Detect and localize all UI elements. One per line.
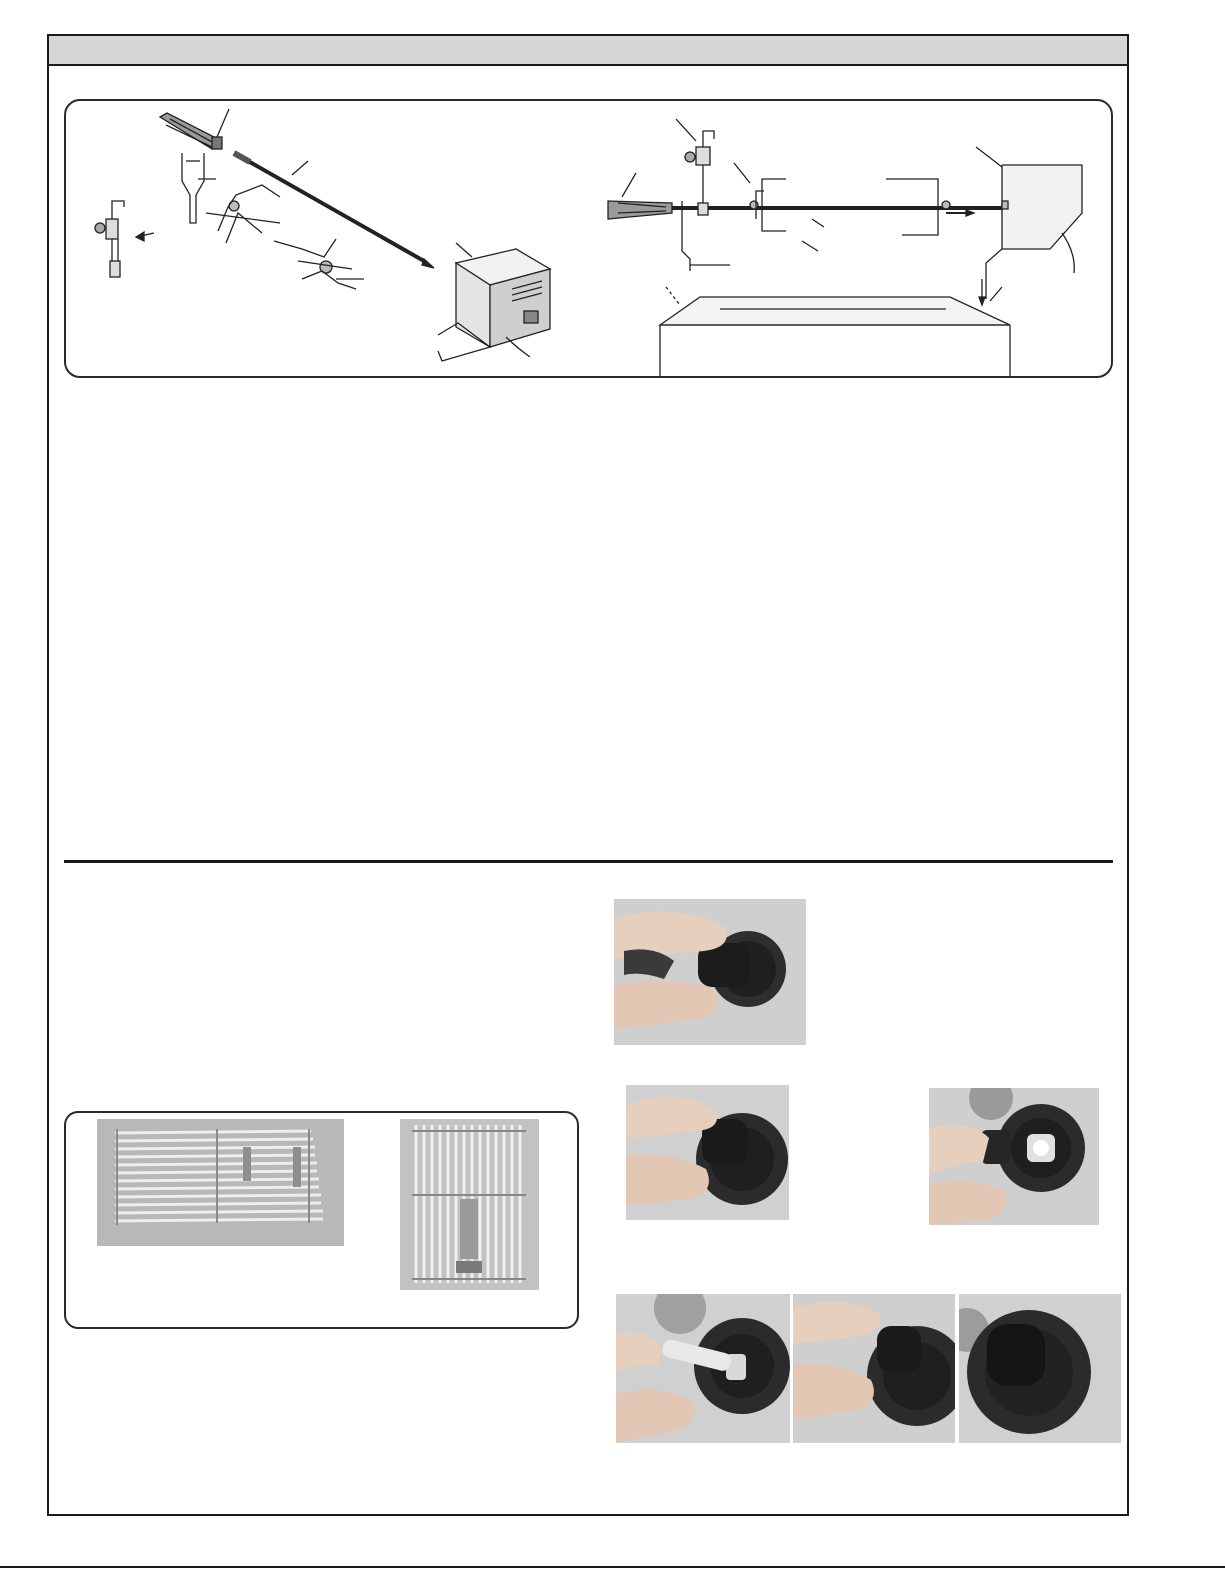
rotisserie-assembled-view (608, 119, 1082, 376)
rotisserie-exploded-diagram (66, 101, 1111, 376)
meat-fork-icon (206, 185, 280, 243)
rotisserie-motor-icon (438, 249, 550, 361)
control-knob-icon (793, 1294, 955, 1443)
fork-clamp-assembly (95, 201, 124, 277)
knob-photo-1 (614, 899, 806, 1045)
control-knob-icon (626, 1085, 789, 1220)
control-knob-icon (614, 899, 806, 1045)
knob-photo-6 (959, 1294, 1121, 1443)
meat-fork-icon (750, 179, 786, 231)
cooking-grate-photo-top (400, 1119, 539, 1290)
instructions-text-area (80, 396, 1110, 846)
section-divider (64, 860, 1113, 863)
control-knob-icon (929, 1088, 1099, 1225)
tapered-handle-icon (160, 113, 222, 149)
knob-photo-2 (626, 1085, 789, 1220)
control-knob-icon (959, 1294, 1121, 1443)
cooking-grate-icon (97, 1119, 344, 1246)
control-knob-icon (616, 1294, 790, 1443)
knob-photo-3 (929, 1088, 1099, 1225)
spit-rod (234, 153, 434, 268)
tapered-handle-icon (608, 201, 672, 219)
cooking-grate-photo-side (97, 1119, 344, 1246)
fork-clamp-assembly (685, 131, 714, 215)
knob-photo-4 (616, 1294, 790, 1443)
footer-rule (0, 1566, 1225, 1568)
section-header-bar (49, 36, 1127, 66)
knob-photo-5 (793, 1294, 955, 1443)
spit-support-bracket (182, 153, 204, 223)
meat-fork-icon (274, 239, 356, 289)
rotisserie-motor-icon (986, 165, 1082, 299)
cooking-grate-icon (400, 1119, 539, 1290)
grill-body (660, 297, 1010, 376)
